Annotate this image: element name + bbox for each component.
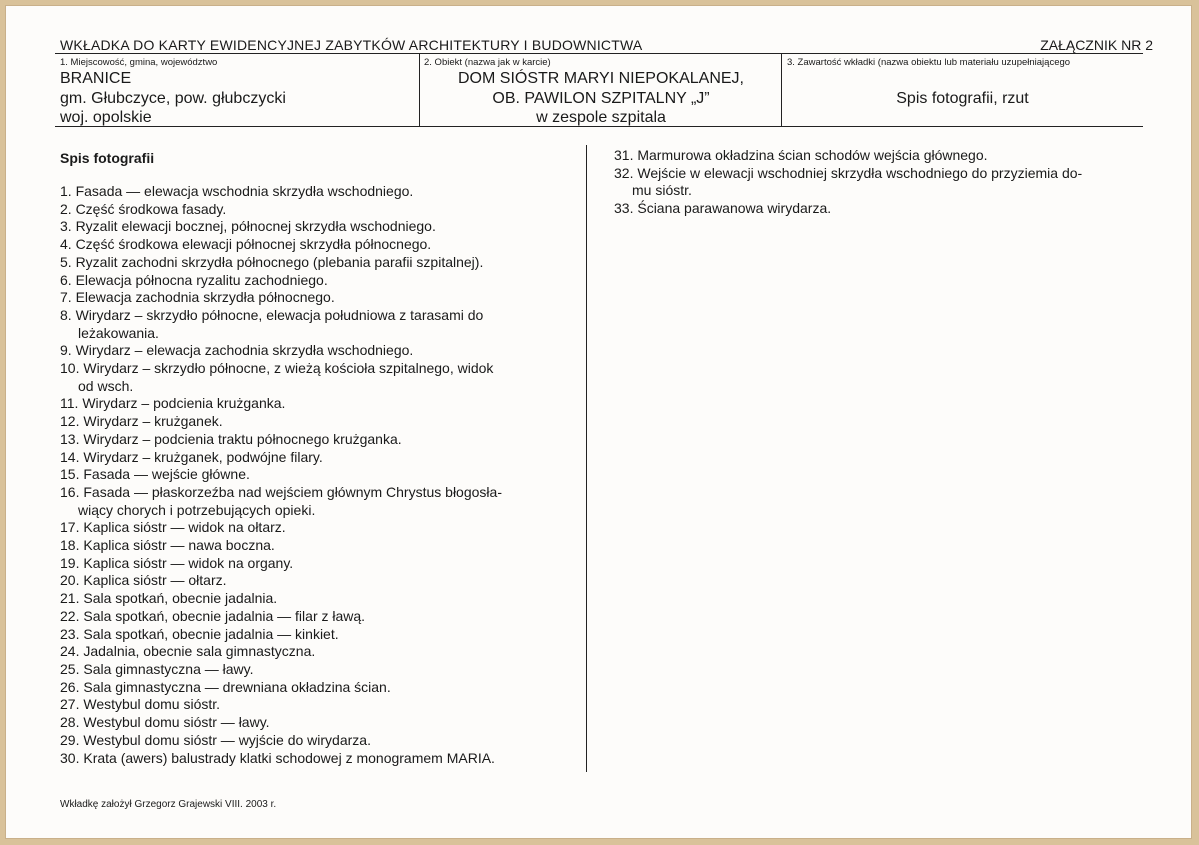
photo-list-item-text: 4. Część środkowa elewacji północnej skrzydła północnego. <box>60 236 432 253</box>
photo-list-item-text: 10. Wirydarz – skrzydło północne, z wieżą kościoła szpitalnego, widok <box>60 360 494 377</box>
photo-list-item-continuation: od wsch. <box>78 377 134 394</box>
photo-list-item-text: 8. Wirydarz – skrzydło północne, elewacja południowa z tarasami do <box>60 306 484 323</box>
object-name-line-3: w zespole szpitala <box>536 109 666 126</box>
photo-list-item <box>60 608 580 626</box>
photo-list-item-text: 20. Kaplica sióstr — ołtarz. <box>60 572 227 589</box>
location-label: 1. Miejscowość, gmina, województwo <box>60 57 218 68</box>
photo-list-item <box>60 342 580 360</box>
photo-list-item <box>60 272 580 290</box>
photo-list-item-text: 11. Wirydarz – podcienia krużganka. <box>60 395 286 412</box>
photo-list-right <box>614 147 1144 218</box>
location-commune: gm. Głubczyce, pow. głubczycki <box>60 90 286 107</box>
photo-list-item-text: 16. Fasada — płaskorzeźba nad wejściem głównym Chrystus błogosła- <box>60 483 502 500</box>
photo-list-item <box>60 289 580 307</box>
photo-list-item <box>60 201 580 219</box>
photo-list-item <box>60 395 580 413</box>
header-rule-top <box>55 53 1143 54</box>
photo-list-item-text: 29. Westybul domu sióstr — wyjście do wirydarza. <box>60 731 371 748</box>
photo-list-item-text: 22. Sala spotkań, obecnie jadalnia — filar z ławą. <box>60 607 366 624</box>
photo-list-item <box>60 696 580 714</box>
photo-list-item-continuation: mu sióstr. <box>632 182 692 199</box>
form-title: WKŁADKA DO KARTY EWIDENCYJNEJ ZABYTKÓW ARCHITEKTURY I BUDOWNICTWA <box>60 37 643 53</box>
photo-list-item-text: 9. Wirydarz – elewacja zachodnia skrzydła wschodniego. <box>60 342 414 359</box>
photo-list-item-continuation: leżakowania. <box>78 324 159 341</box>
photo-list-item-text: 18. Kaplica sióstr — nawa boczna. <box>60 537 275 554</box>
location-voivodeship: woj. opolskie <box>60 109 152 126</box>
photo-list-item-text: 14. Wirydarz – krużganek, podwójne filary. <box>60 448 323 465</box>
column-divider <box>586 145 587 772</box>
photo-list-item-text: 19. Kaplica sióstr — widok na organy. <box>60 554 294 571</box>
photo-list-item-text: 1. Fasada — elewacja wschodnia skrzydła wschodniego. <box>60 183 414 199</box>
photo-list-item-text: 26. Sala gimnastyczna — drewniana okładzina ścian. <box>60 678 391 695</box>
author-note: Wkładkę założył Grzegorz Grajewski VIII. 2003 r. <box>60 799 277 810</box>
photo-list-item-text: 12. Wirydarz – krużganek. <box>60 413 223 430</box>
photo-list-item <box>60 449 580 467</box>
photo-list-item <box>614 200 1144 218</box>
photo-list-item-text: 33. Ściana parawanowa wirydarza. <box>614 200 832 217</box>
photo-list-item <box>614 165 1144 200</box>
photo-list-item <box>60 590 580 608</box>
object-name-line-1: DOM SIÓSTR MARYI NIEPOKALANEJ, <box>458 70 744 87</box>
photo-list-item <box>60 307 580 342</box>
photo-list-item-text: 7. Elewacja zachodnia skrzydła północnego. <box>60 289 335 306</box>
object-name-line-2: OB. PAWILON SZPITALNY „J” <box>492 90 710 107</box>
photo-list-item-continuation: wiący chorych i potrzebujących opieki. <box>78 501 316 518</box>
photo-list-item-text: 30. Krata (awers) balustrady klatki schodowej z monogramem MARIA. <box>60 749 495 766</box>
photo-list-item <box>60 236 580 254</box>
annex-number: ZAŁĄCZNIK NR 2 <box>1040 37 1153 53</box>
photo-list-item-text: 27. Westybul domu sióstr. <box>60 696 221 713</box>
photo-list-item-text: 21. Sala spotkań, obecnie jadalnia. <box>60 590 278 607</box>
photo-list-item <box>60 360 580 395</box>
photo-list-heading: Spis fotografii <box>60 150 155 166</box>
photo-list-item-text: 6. Elewacja północna ryzalitu zachodniego. <box>60 271 328 288</box>
photo-list-item <box>60 254 580 272</box>
photo-list-item-text: 28. Westybul domu sióstr — ławy. <box>60 714 270 731</box>
object-label: 2. Obiekt (nazwa jak w karcie) <box>424 57 551 68</box>
photo-list-item <box>60 183 580 201</box>
contents-label: 3. Zawartość wkładki (nazwa obiektu lub materiału uzupełniającego <box>787 57 1071 68</box>
photo-list-left <box>60 183 580 767</box>
photo-list-item <box>60 661 580 679</box>
photo-list-item-text: 5. Ryzalit zachodni skrzydła północnego (plebania parafii szpitalnej). <box>60 253 484 270</box>
photo-list-item <box>60 537 580 555</box>
contents-value: Spis fotografii, rzut <box>896 90 1029 107</box>
photo-list-item-text: 24. Jadalnia, obecnie sala gimnastyczna. <box>60 643 316 660</box>
photo-list-item-text: 23. Sala spotkań, obecnie jadalnia — kinkiet. <box>60 625 339 642</box>
photo-list-item-text: 25. Sala gimnastyczna — ławy. <box>60 660 254 677</box>
photo-list-item-text: 2. Część środkowa fasady. <box>60 200 227 217</box>
photo-list-item <box>60 750 580 768</box>
photo-list-item <box>60 643 580 661</box>
photo-list-item <box>60 555 580 573</box>
photo-list-item-text: 15. Fasada — wejście główne. <box>60 466 250 483</box>
photo-list-item-text: 17. Kaplica sióstr — widok na ołtarz. <box>60 519 286 536</box>
photo-list-item <box>60 484 580 519</box>
photo-list-item-text: 31. Marmurowa okładzina ścian schodów wejścia głównego. <box>614 147 988 163</box>
photo-list-item <box>60 466 580 484</box>
photo-list-item-text: 13. Wirydarz – podcienia traktu północnego krużganka. <box>60 430 402 447</box>
photo-list-item <box>60 519 580 537</box>
photo-list-item <box>60 714 580 732</box>
photo-list-item <box>60 431 580 449</box>
photo-list-item-text: 32. Wejście w elewacji wschodniej skrzydła wschodniego do przyziemia do- <box>614 164 1083 181</box>
photo-list-item <box>614 147 1144 165</box>
photo-list-item <box>60 679 580 697</box>
photo-list-item <box>60 218 580 236</box>
photo-list-item-text: 3. Ryzalit elewacji bocznej, północnej skrzydła wschodniego. <box>60 218 436 235</box>
photo-list-item <box>60 572 580 590</box>
location-village: BRANICE <box>60 70 132 87</box>
photo-list-item <box>60 732 580 750</box>
photo-list-item <box>60 413 580 431</box>
photo-list-item <box>60 626 580 644</box>
